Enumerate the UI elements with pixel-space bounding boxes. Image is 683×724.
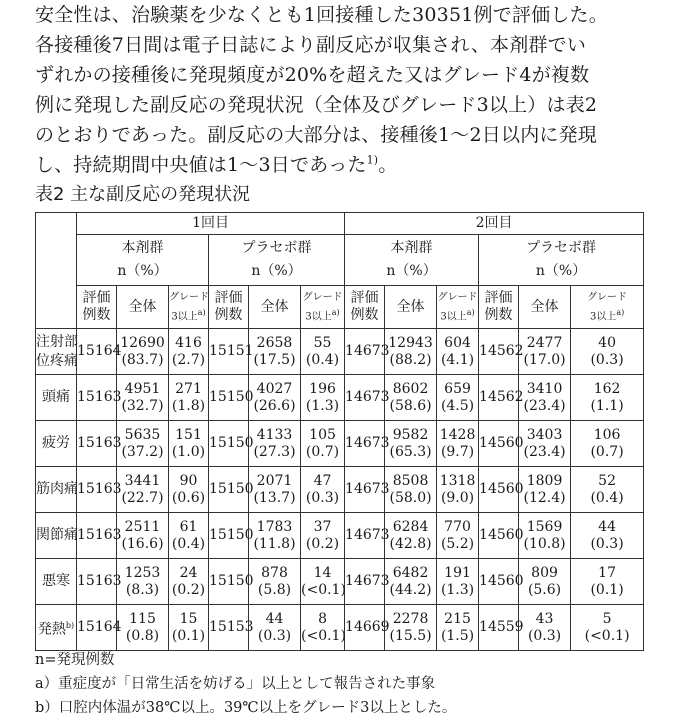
count-value: 40: [598, 334, 616, 351]
percent-value: (26.6): [253, 397, 296, 414]
count-value: 1783: [256, 518, 293, 535]
count-value: 4951: [124, 380, 161, 397]
count-value: 3403: [526, 426, 563, 443]
table-caption: 表2 主な副反応の発現状況: [35, 184, 251, 205]
header-text: 例数: [82, 307, 111, 323]
percent-value: (9.0): [440, 489, 475, 506]
percent-value: (58.0): [389, 489, 432, 506]
reaction-name-text: [36, 480, 76, 499]
count-value: 8602: [392, 380, 429, 397]
header-dose-2: 2回目: [345, 213, 644, 235]
reaction-name-text: [36, 388, 76, 407]
percent-value: (0.3): [527, 627, 562, 644]
intro-paragraph: [35, 0, 675, 180]
header-text: グレード: [437, 291, 478, 303]
count-value: 2511: [124, 518, 161, 535]
reaction-name-part: 発熱: [37, 621, 66, 638]
count-value: 416: [175, 334, 202, 351]
grade3-cell: [301, 559, 345, 605]
percent-value: (0.7): [305, 443, 340, 460]
count-value: 55: [313, 334, 332, 351]
header-group-placebo: [209, 235, 345, 286]
eval-count-cell: 15151: [209, 329, 249, 375]
reaction-name-part: 悪寒: [42, 573, 70, 589]
eval-count-cell: 15163: [77, 375, 117, 421]
group-label: プラセボ群: [526, 240, 597, 256]
count-value: 196: [309, 380, 336, 397]
grade3-cell: [437, 467, 479, 513]
footnote-marker: a): [331, 307, 340, 317]
header-text-line: [301, 305, 344, 324]
grade3-cell: [169, 605, 209, 651]
overall-cell: [385, 375, 437, 421]
reaction-name: [36, 375, 77, 421]
overall-cell: [519, 559, 571, 605]
table-row: [36, 421, 644, 467]
reaction-name-text: [36, 526, 76, 545]
percent-value: (0.3): [590, 351, 624, 368]
percent-value: (<0.1): [301, 627, 346, 644]
reaction-name-text: [36, 333, 76, 352]
header-row-group: [36, 235, 644, 286]
header-eval-count: [345, 286, 385, 329]
grade3-cell: [301, 467, 345, 513]
overall-cell: [385, 559, 437, 605]
percent-value: (0.3): [590, 535, 624, 552]
percent-value: (22.7): [121, 489, 164, 506]
reaction-name-part: 注射部: [36, 333, 78, 350]
overall-cell: [117, 513, 169, 559]
count-value: 6482: [392, 564, 429, 581]
grade3-cell: [437, 513, 479, 559]
table-row: [36, 559, 644, 605]
count-value: 12943: [388, 334, 433, 351]
percent-value: (23.4): [523, 397, 566, 414]
count-value: 1569: [526, 518, 563, 535]
footnote-marker: a): [466, 307, 475, 317]
percent-value: (<0.1): [301, 581, 346, 598]
header-dose-1: 1回目: [77, 213, 345, 235]
header-text-line: [571, 305, 643, 324]
count-value: 1318: [439, 472, 476, 489]
grade3-cell: [571, 375, 644, 421]
percent-value: (1.0): [171, 443, 206, 460]
eval-count-cell: 15163: [77, 421, 117, 467]
grade3-cell: [571, 421, 644, 467]
grade3-cell: [169, 329, 209, 375]
percent-value: (0.4): [590, 489, 624, 506]
count-value: 1809: [526, 472, 563, 489]
table-row: [36, 375, 644, 421]
grade3-cell: [437, 421, 479, 467]
eval-count-cell: 15150: [209, 375, 249, 421]
eval-count-cell: 14673: [345, 513, 385, 559]
overall-cell: [249, 421, 301, 467]
percent-value: (1.3): [305, 397, 340, 414]
percent-value: (1.1): [590, 397, 624, 414]
header-text: グレード: [169, 291, 209, 303]
eval-count-cell: 15153: [209, 605, 249, 651]
overall-cell: [117, 559, 169, 605]
percent-value: (16.6): [121, 535, 164, 552]
eval-count-cell: 15163: [77, 513, 117, 559]
count-value: 3441: [124, 472, 161, 489]
reaction-name: [36, 605, 77, 651]
header-text: 評価: [484, 290, 513, 306]
adverse-reaction-table: [35, 212, 644, 651]
percent-value: (0.7): [590, 443, 624, 460]
note-line: b）口腔内体温が38℃以上。39℃以上をグレード3以上とした。: [35, 700, 457, 716]
reaction-name: [36, 329, 77, 375]
percent-value: (0.2): [171, 581, 206, 598]
eval-count-cell: 14562: [479, 329, 519, 375]
count-value: 8: [318, 610, 327, 627]
count-value: 61: [179, 518, 198, 535]
percent-value: (0.4): [305, 351, 340, 368]
percent-value: (0.1): [171, 627, 206, 644]
count-value: 105: [309, 426, 336, 443]
table-row: [36, 513, 644, 559]
count-value: 2477: [526, 334, 563, 351]
count-value: 106: [593, 426, 621, 443]
count-value: 1428: [439, 426, 476, 443]
table-notes: [35, 648, 456, 720]
overall-cell: [249, 605, 301, 651]
header-text-line: [437, 305, 478, 324]
overall-cell: [519, 421, 571, 467]
overall-cell: [519, 375, 571, 421]
header-group-drug: [345, 235, 479, 286]
header-overall: 全体: [249, 286, 301, 329]
header-text: 例数: [484, 307, 513, 323]
count-value: 5: [602, 610, 612, 627]
grade3-cell: [571, 513, 644, 559]
count-value: 151: [175, 426, 202, 443]
grade3-cell: [301, 375, 345, 421]
reaction-name-part: 筋肉痛: [36, 481, 78, 497]
count-value: 52: [598, 472, 616, 489]
count-value: 6284: [392, 518, 429, 535]
eval-count-cell: 14673: [345, 375, 385, 421]
table-body: [36, 329, 644, 651]
grade3-cell: [571, 559, 644, 605]
grade3-cell: [301, 421, 345, 467]
eval-count-cell: 15164: [77, 329, 117, 375]
percent-value: (83.7): [121, 351, 164, 368]
count-value: 3410: [526, 380, 563, 397]
count-value: 5635: [124, 426, 161, 443]
header-text: 3以上: [171, 311, 198, 323]
eval-count-cell: 14560: [479, 467, 519, 513]
count-value: 17: [598, 564, 616, 581]
overall-cell: [385, 513, 437, 559]
overall-cell: [249, 375, 301, 421]
header-text: 例数: [214, 307, 243, 323]
eval-count-cell: 15150: [209, 467, 249, 513]
percent-value: (13.7): [253, 489, 296, 506]
percent-value: (0.3): [305, 489, 340, 506]
grade3-cell: [301, 329, 345, 375]
header-overall: 全体: [117, 286, 169, 329]
percent-value: (4.5): [440, 397, 475, 414]
intro-line: ずれかの接種後に発現頻度が20%を超えた又はグレード4が複数: [35, 64, 590, 86]
header-text: グレード: [302, 291, 343, 303]
percent-value: (<0.1): [584, 627, 630, 644]
overall-cell: [249, 329, 301, 375]
count-value: 44: [598, 518, 616, 535]
percent-value: (0.2): [305, 535, 340, 552]
percent-value: (1.3): [440, 581, 475, 598]
header-text: 3以上: [305, 311, 332, 323]
reaction-name-text: [36, 572, 76, 591]
header-group-placebo: [479, 235, 644, 286]
grade3-cell: [437, 375, 479, 421]
count-value: 604: [444, 334, 471, 351]
count-value: 4027: [256, 380, 293, 397]
overall-cell: [249, 513, 301, 559]
reaction-name: [36, 559, 77, 605]
reaction-name: [36, 513, 77, 559]
intro-line-ending: 。: [378, 154, 398, 176]
percent-value: (17.0): [523, 351, 566, 368]
percent-value: (9.7): [440, 443, 475, 460]
grade3-cell: [571, 329, 644, 375]
count-value: 878: [261, 564, 288, 581]
grade3-cell: [169, 421, 209, 467]
grade3-cell: [571, 467, 644, 513]
overall-cell: [249, 467, 301, 513]
percent-value: (17.5): [253, 351, 296, 368]
grade3-cell: [169, 513, 209, 559]
percent-value: (5.8): [257, 581, 292, 598]
unit-label: n（%）: [386, 263, 437, 279]
header-eval-count: [479, 286, 519, 329]
grade3-cell: [169, 467, 209, 513]
overall-cell: [385, 605, 437, 651]
header-grade3: [437, 286, 479, 329]
header-grade3: [169, 286, 209, 329]
count-value: 162: [593, 380, 621, 397]
reaction-name-text: [36, 616, 76, 640]
percent-value: (88.2): [389, 351, 432, 368]
table-row: [36, 467, 644, 513]
percent-value: (0.1): [590, 581, 624, 598]
count-value: 115: [129, 610, 156, 627]
footnote-marker: b): [65, 620, 75, 630]
eval-count-cell: 14673: [345, 559, 385, 605]
percent-value: (44.2): [389, 581, 432, 598]
reaction-name: [36, 421, 77, 467]
overall-cell: [519, 329, 571, 375]
header-text: 例数: [350, 307, 379, 323]
count-value: 12690: [120, 334, 165, 351]
percent-value: (12.4): [523, 489, 566, 506]
count-value: 271: [175, 380, 202, 397]
reaction-name-part: 頭痛: [42, 389, 70, 405]
count-value: 43: [535, 610, 554, 627]
eval-count-cell: 14560: [479, 421, 519, 467]
count-value: 191: [444, 564, 471, 581]
overall-cell: [117, 375, 169, 421]
eval-count-cell: 15163: [77, 559, 117, 605]
header-text: 評価: [350, 290, 379, 306]
eval-count-cell: 15150: [209, 559, 249, 605]
overall-cell: [385, 329, 437, 375]
percent-value: (0.8): [125, 627, 160, 644]
percent-value: (58.6): [389, 397, 432, 414]
eval-count-cell: 14669: [345, 605, 385, 651]
percent-value: (32.7): [121, 397, 164, 414]
grade3-cell: [437, 605, 479, 651]
count-value: 37: [313, 518, 332, 535]
reaction-name-text: [36, 434, 76, 453]
header-grade3: [301, 286, 345, 329]
percent-value: (2.7): [171, 351, 206, 368]
eval-count-cell: 15150: [209, 513, 249, 559]
reaction-name-text: [36, 352, 76, 371]
count-value: 24: [179, 564, 198, 581]
count-value: 8508: [392, 472, 429, 489]
header-text: 評価: [214, 290, 243, 306]
overall-cell: [519, 605, 571, 651]
percent-value: (15.5): [389, 627, 432, 644]
percent-value: (5.6): [527, 581, 562, 598]
header-overall: 全体: [385, 286, 437, 329]
count-value: 44: [265, 610, 284, 627]
percent-value: (11.8): [253, 535, 296, 552]
overall-cell: [385, 467, 437, 513]
intro-line: 安全性は、治験薬を少なくとも1回接種した30351例で評価した。: [35, 4, 608, 26]
unit-label: n（%）: [251, 263, 302, 279]
overall-cell: [249, 559, 301, 605]
count-value: 14: [313, 564, 332, 581]
header-eval-count: [209, 286, 249, 329]
header-eval-count: [77, 286, 117, 329]
header-text: 3以上: [589, 311, 617, 323]
grade3-cell: [169, 375, 209, 421]
count-value: 2278: [392, 610, 429, 627]
grade3-cell: [169, 559, 209, 605]
overall-cell: [385, 421, 437, 467]
header-text-line: [169, 305, 208, 324]
eval-count-cell: 14560: [479, 559, 519, 605]
grade3-cell: [301, 605, 345, 651]
note-line: n=発現例数: [35, 652, 115, 668]
table-row: [36, 605, 644, 651]
grade3-cell: [571, 605, 644, 651]
overall-cell: [117, 605, 169, 651]
group-label: 本剤群: [390, 240, 433, 256]
header-overall: 全体: [519, 286, 571, 329]
percent-value: (0.4): [171, 535, 206, 552]
header-text: グレード: [587, 291, 628, 303]
reaction-name-part: 疲労: [42, 435, 70, 451]
overall-cell: [519, 467, 571, 513]
count-value: 9582: [392, 426, 429, 443]
percent-value: (10.8): [523, 535, 566, 552]
percent-value: (42.8): [389, 535, 432, 552]
unit-label: n（%）: [535, 263, 587, 279]
percent-value: (5.2): [440, 535, 475, 552]
intro-line: 例に発現した副反応の発現状況（全体及びグレード3以上）は表2: [35, 94, 598, 116]
overall-cell: [117, 467, 169, 513]
header-text: 評価: [82, 290, 111, 306]
group-label: 本剤群: [121, 240, 164, 256]
count-value: 47: [313, 472, 332, 489]
unit-label: n（%）: [117, 263, 168, 279]
percent-value: (1.8): [171, 397, 206, 414]
eval-count-cell: 14673: [345, 329, 385, 375]
count-value: 2658: [256, 334, 293, 351]
reaction-name-part: 関節痛: [36, 527, 78, 543]
count-value: 215: [444, 610, 471, 627]
grade3-cell: [437, 559, 479, 605]
count-value: 659: [444, 380, 471, 397]
table-row: [36, 329, 644, 375]
overall-cell: [519, 513, 571, 559]
note-line: a）重症度が「日常生活を妨げる」以上として報告された事象: [35, 676, 436, 692]
percent-value: (37.2): [121, 443, 164, 460]
footnote-marker: a): [616, 307, 625, 317]
intro-line-last: [35, 150, 675, 180]
reaction-name: [36, 467, 77, 513]
eval-count-cell: 14673: [345, 467, 385, 513]
grade3-cell: [437, 329, 479, 375]
group-label: プラセボ群: [241, 240, 312, 256]
intro-line-text: し、持続期間中央値は1〜3日であった: [35, 154, 367, 176]
header-group-drug: [77, 235, 209, 286]
eval-count-cell: 14673: [345, 421, 385, 467]
header-grade3: [571, 286, 644, 329]
header-text: 3以上: [440, 311, 467, 323]
percent-value: (0.6): [171, 489, 206, 506]
reaction-name-part: 位疼痛: [36, 352, 78, 369]
footnote-marker: a): [197, 307, 206, 317]
overall-cell: [117, 329, 169, 375]
intro-line: 各接種後7日間は電子日誌により副反応が収集され、本剤群でい: [35, 34, 587, 56]
count-value: 90: [179, 472, 198, 489]
count-value: 4133: [256, 426, 293, 443]
intro-line: のとおりであった。副反応の大部分は、接種後1〜2日以内に発現: [35, 124, 597, 146]
percent-value: (27.3): [253, 443, 296, 460]
percent-value: (4.1): [440, 351, 475, 368]
percent-value: (1.5): [440, 627, 475, 644]
count-value: 15: [179, 610, 198, 627]
reference-superscript: 1): [366, 153, 379, 167]
eval-count-cell: 15163: [77, 467, 117, 513]
count-value: 2071: [256, 472, 293, 489]
eval-count-cell: 14562: [479, 375, 519, 421]
count-value: 770: [444, 518, 471, 535]
grade3-cell: [301, 513, 345, 559]
header-corner: [36, 213, 77, 329]
header-row-columns: [36, 286, 644, 329]
header-row-dose: [36, 213, 644, 235]
count-value: 809: [531, 564, 558, 581]
eval-count-cell: 15164: [77, 605, 117, 651]
percent-value: (65.3): [389, 443, 432, 460]
percent-value: (0.3): [257, 627, 292, 644]
percent-value: (23.4): [523, 443, 566, 460]
count-value: 1253: [124, 564, 161, 581]
eval-count-cell: 15150: [209, 421, 249, 467]
overall-cell: [117, 421, 169, 467]
eval-count-cell: 14560: [479, 513, 519, 559]
eval-count-cell: 14559: [479, 605, 519, 651]
percent-value: (8.3): [125, 581, 160, 598]
